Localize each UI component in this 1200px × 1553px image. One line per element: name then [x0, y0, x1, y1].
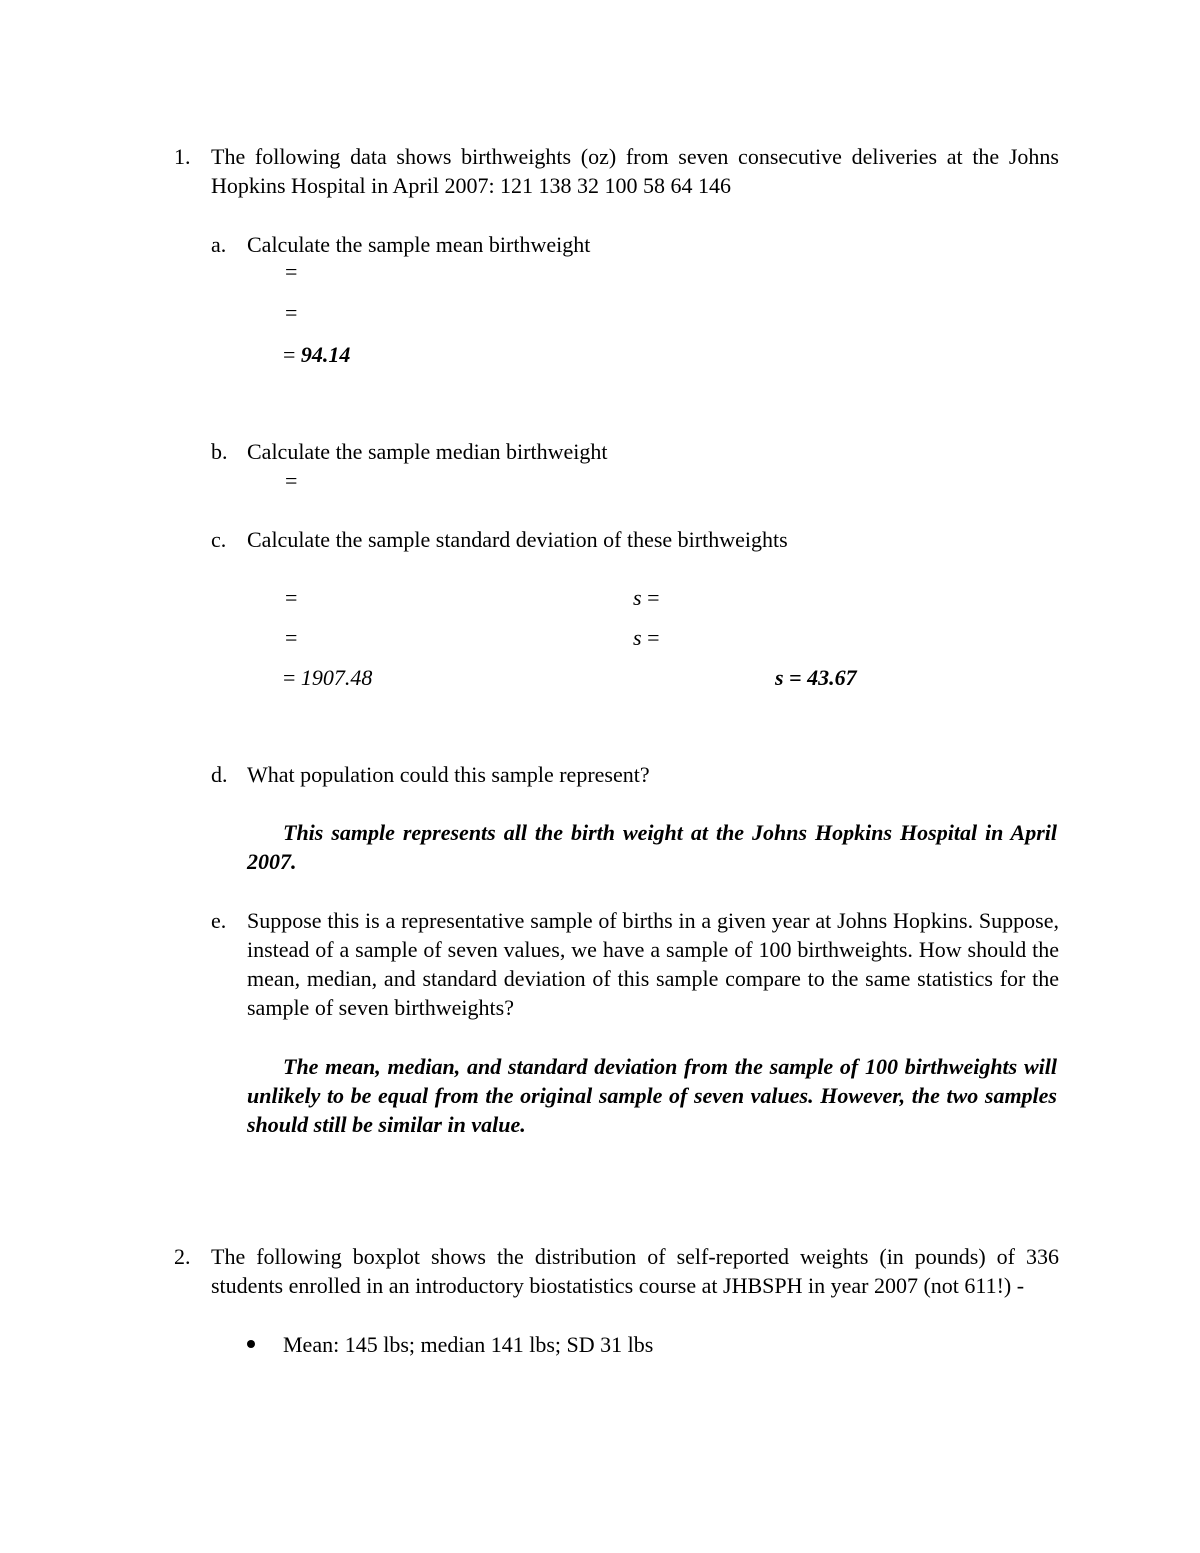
question-2-text: The following boxplot shows the distribution of self-reported weights (in pounds) of 336 students enrolled in an introductory biostatistics course at JHBSPH in year 2007 (not 611!) - — [211, 1244, 1059, 1298]
q1c-sd-symbol-2: s — [633, 625, 642, 650]
q1c-variance-eq-2: = — [285, 625, 298, 650]
q1a-equation-3 — [283, 340, 350, 369]
q1a-equation-1: = — [285, 259, 298, 284]
q1c-sd-op-2: = — [641, 625, 660, 650]
q1c-variance-eq-3 — [283, 663, 372, 692]
q1a-equation-2: = — [285, 300, 298, 325]
q1c-letter: c. — [211, 527, 227, 552]
bullet-icon — [247, 1340, 255, 1348]
q1c-variance-eq-1: = — [285, 585, 298, 610]
q1d-answer: This sample represents all the birth weight at the Johns Hopkins Hospital in April 2007. — [247, 820, 1057, 874]
q1a-prompt: Calculate the sample mean birthweight — [247, 232, 591, 257]
q1c-sd-symbol-1: s — [633, 585, 642, 610]
q1c-variance-value: 1907.48 — [300, 665, 373, 690]
q1c-sd-result: s = 43.67 — [775, 665, 857, 690]
q1d-prompt: What population could this sample represent? — [247, 762, 650, 787]
question-2-number: 2. — [174, 1244, 191, 1269]
q1c-variance-prefix: = — [283, 665, 301, 690]
q1c-sd-eq-1 — [633, 583, 659, 612]
q1e-answer: The mean, median, and standard deviation from the sample of 100 birthweights will unlikely to be equal from the original sample of seven values. However, the two samples should still be similar in value. — [247, 1054, 1057, 1137]
question-1-number: 1. — [174, 144, 191, 169]
q2-bullet-text: Mean: 145 lbs; median 141 lbs; SD 31 lbs — [283, 1332, 654, 1357]
question-1-text: The following data shows birthweights (oz) from seven consecutive deliveries at the Johns Hopkins Hospital in April 2007: 121 138 32 100 58 64 146 — [211, 144, 1059, 198]
q1a-mean-value: 94.14 — [300, 342, 351, 367]
q1e-letter: e. — [211, 908, 227, 933]
q1e-prompt: Suppose this is a representative sample of births in a given year at Johns Hopkins. Suppose, instead of a sample of seven values, we have a sample of 100 birthweights. How should the mean, median, and standard deviation of this sample compare to the same statistics for the sample of seven birthweights? — [247, 908, 1059, 1020]
q1c-sd-op-1: = — [641, 585, 660, 610]
q1b-equation-1: = — [285, 468, 298, 493]
q1c-prompt: Calculate the sample standard deviation of these birthweights — [247, 527, 788, 552]
q1d-letter: d. — [211, 762, 228, 787]
q1c-sd-eq-2 — [633, 623, 659, 652]
q1b-letter: b. — [211, 439, 228, 464]
q1b-prompt: Calculate the sample median birthweight — [247, 439, 608, 464]
q1a-letter: a. — [211, 232, 227, 257]
q1a-eq3-prefix: = — [283, 342, 301, 367]
